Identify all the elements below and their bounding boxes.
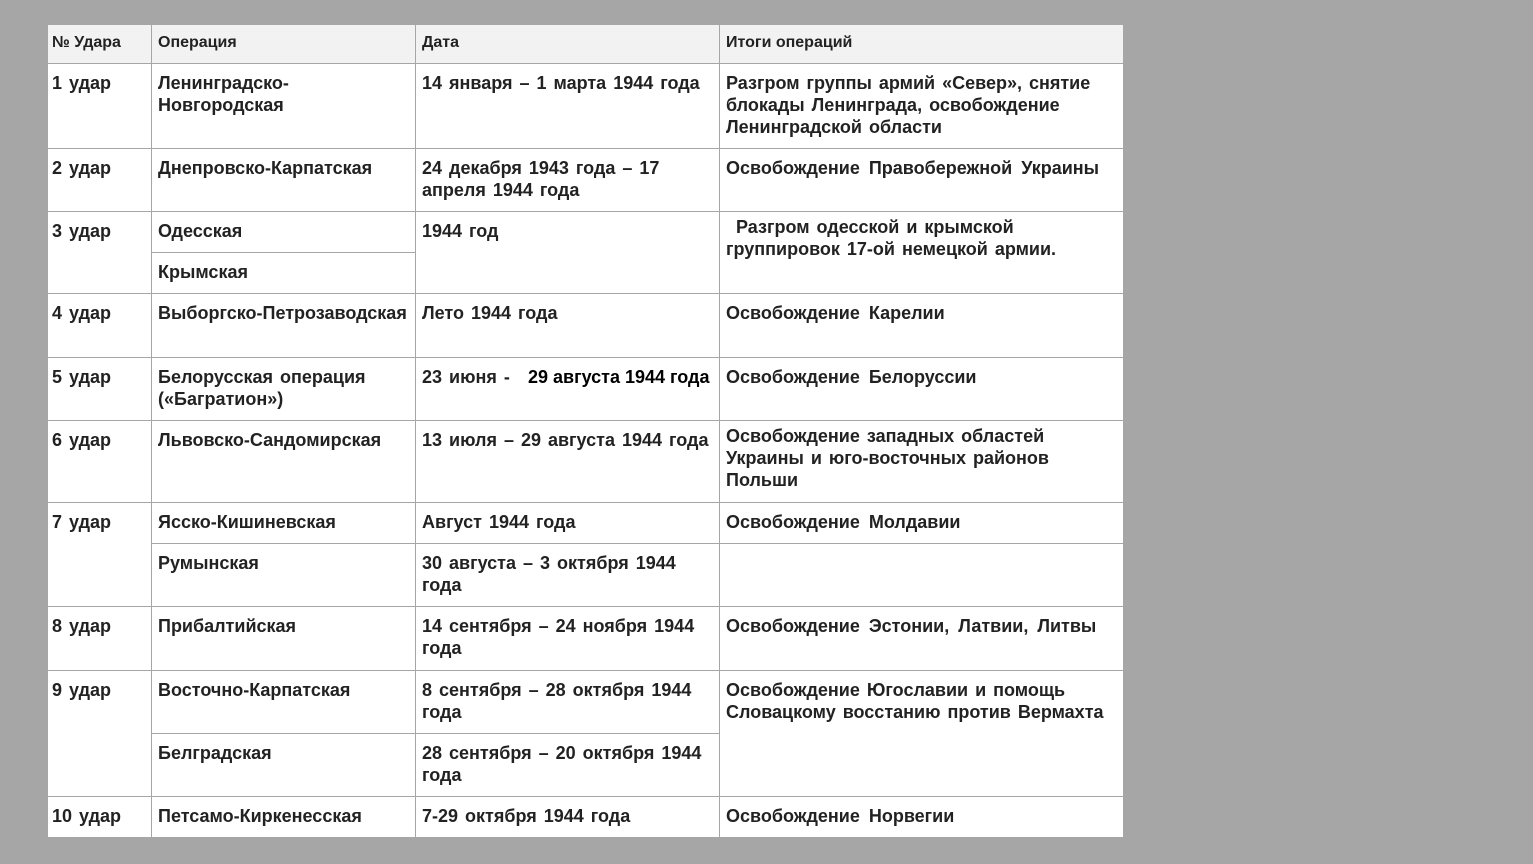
operation-name: Львовско-Сандомирская xyxy=(152,421,416,503)
operation-date: 8 сентября – 28 октября 1944 года xyxy=(416,671,720,734)
operation-name: Днепровско-Карпатская xyxy=(152,149,416,212)
operation-name: Выборгско-Петрозаводская xyxy=(152,294,416,358)
table-row xyxy=(48,671,1124,734)
operation-name: Крымская xyxy=(152,253,416,294)
table-row xyxy=(48,149,1124,212)
strike-number: 3 удар xyxy=(48,212,152,294)
strike-number: 10 удар xyxy=(48,797,152,838)
operation-date-end: 29 августа 1944 года xyxy=(528,367,710,387)
operation-date: 13 июля – 29 августа 1944 года xyxy=(416,421,720,503)
operation-date: 24 декабря 1943 года – 17 апреля 1944 года xyxy=(416,149,720,212)
table-row xyxy=(48,544,1124,607)
operation-result: Освобождение Правобережной Украины xyxy=(720,149,1124,212)
strike-number: 2 удар xyxy=(48,149,152,212)
operation-result: Освобождение западных областей Украины и юго-восточных районов Польши xyxy=(720,421,1124,503)
operation-result xyxy=(720,544,1124,607)
operation-name: Ясско-Кишиневская xyxy=(152,503,416,544)
operation-result: Освобождение Югославии и помощь Словацкому восстанию против Вермахта xyxy=(720,671,1124,797)
strike-number: 8 удар xyxy=(48,607,152,671)
operation-date: Лето 1944 года xyxy=(416,294,720,358)
header-num: № Удара xyxy=(48,25,152,64)
table-row xyxy=(48,797,1124,838)
strike-number: 1 удар xyxy=(48,64,152,149)
operation-name: Ленинградско-Новгородская xyxy=(152,64,416,149)
operation-date xyxy=(416,358,720,421)
operation-result xyxy=(720,212,1124,294)
operation-result: Освобождение Карелии xyxy=(720,294,1124,358)
strike-number: 4 удар xyxy=(48,294,152,358)
operation-name: Петсамо-Киркенесская xyxy=(152,797,416,838)
operation-date-start: 23 июня - xyxy=(422,367,510,387)
operation-date: 14 января – 1 марта 1944 года xyxy=(416,64,720,149)
operations-table xyxy=(47,24,1124,838)
operation-date: 7-29 октября 1944 года xyxy=(416,797,720,838)
table-row xyxy=(48,607,1124,671)
table-row xyxy=(48,294,1124,358)
operation-name: Восточно-Карпатская xyxy=(152,671,416,734)
header-date: Дата xyxy=(416,25,720,64)
strike-number: 7 удар xyxy=(48,503,152,607)
operation-result: Освобождение Белоруссии xyxy=(720,358,1124,421)
strike-number: 6 удар xyxy=(48,421,152,503)
table-header-row xyxy=(48,25,1124,64)
operation-name: Белградская xyxy=(152,734,416,797)
operation-date: 28 сентября – 20 октября 1944 года xyxy=(416,734,720,797)
operation-result: Освобождение Молдавии xyxy=(720,503,1124,544)
strike-number: 5 удар xyxy=(48,358,152,421)
table-row xyxy=(48,503,1124,544)
operation-date: 14 сентября – 24 ноября 1944 года xyxy=(416,607,720,671)
operation-date: 1944 год xyxy=(416,212,720,294)
operation-name: Румынская xyxy=(152,544,416,607)
operation-result-text: Разгром одесской и крымской группировок 17-ой немецкой армии. xyxy=(726,217,1057,259)
operation-name: Прибалтийская xyxy=(152,607,416,671)
table-row xyxy=(48,212,1124,253)
operation-result: Освобождение Эстонии, Латвии, Литвы xyxy=(720,607,1124,671)
operation-date: 30 августа – 3 октября 1944 года xyxy=(416,544,720,607)
header-operation: Операция xyxy=(152,25,416,64)
table-row xyxy=(48,358,1124,421)
table-row xyxy=(48,64,1124,149)
operation-name: Одесская xyxy=(152,212,416,253)
table-row xyxy=(48,421,1124,503)
header-result: Итоги операций xyxy=(720,25,1124,64)
operation-date: Август 1944 года xyxy=(416,503,720,544)
operation-result: Разгром группы армий «Север», снятие блокады Ленинграда, освобождение Ленинградской области xyxy=(720,64,1124,149)
operation-result: Освобождение Норвегии xyxy=(720,797,1124,838)
operation-name: Белорусская операция («Багратион») xyxy=(152,358,416,421)
strike-number: 9 удар xyxy=(48,671,152,797)
